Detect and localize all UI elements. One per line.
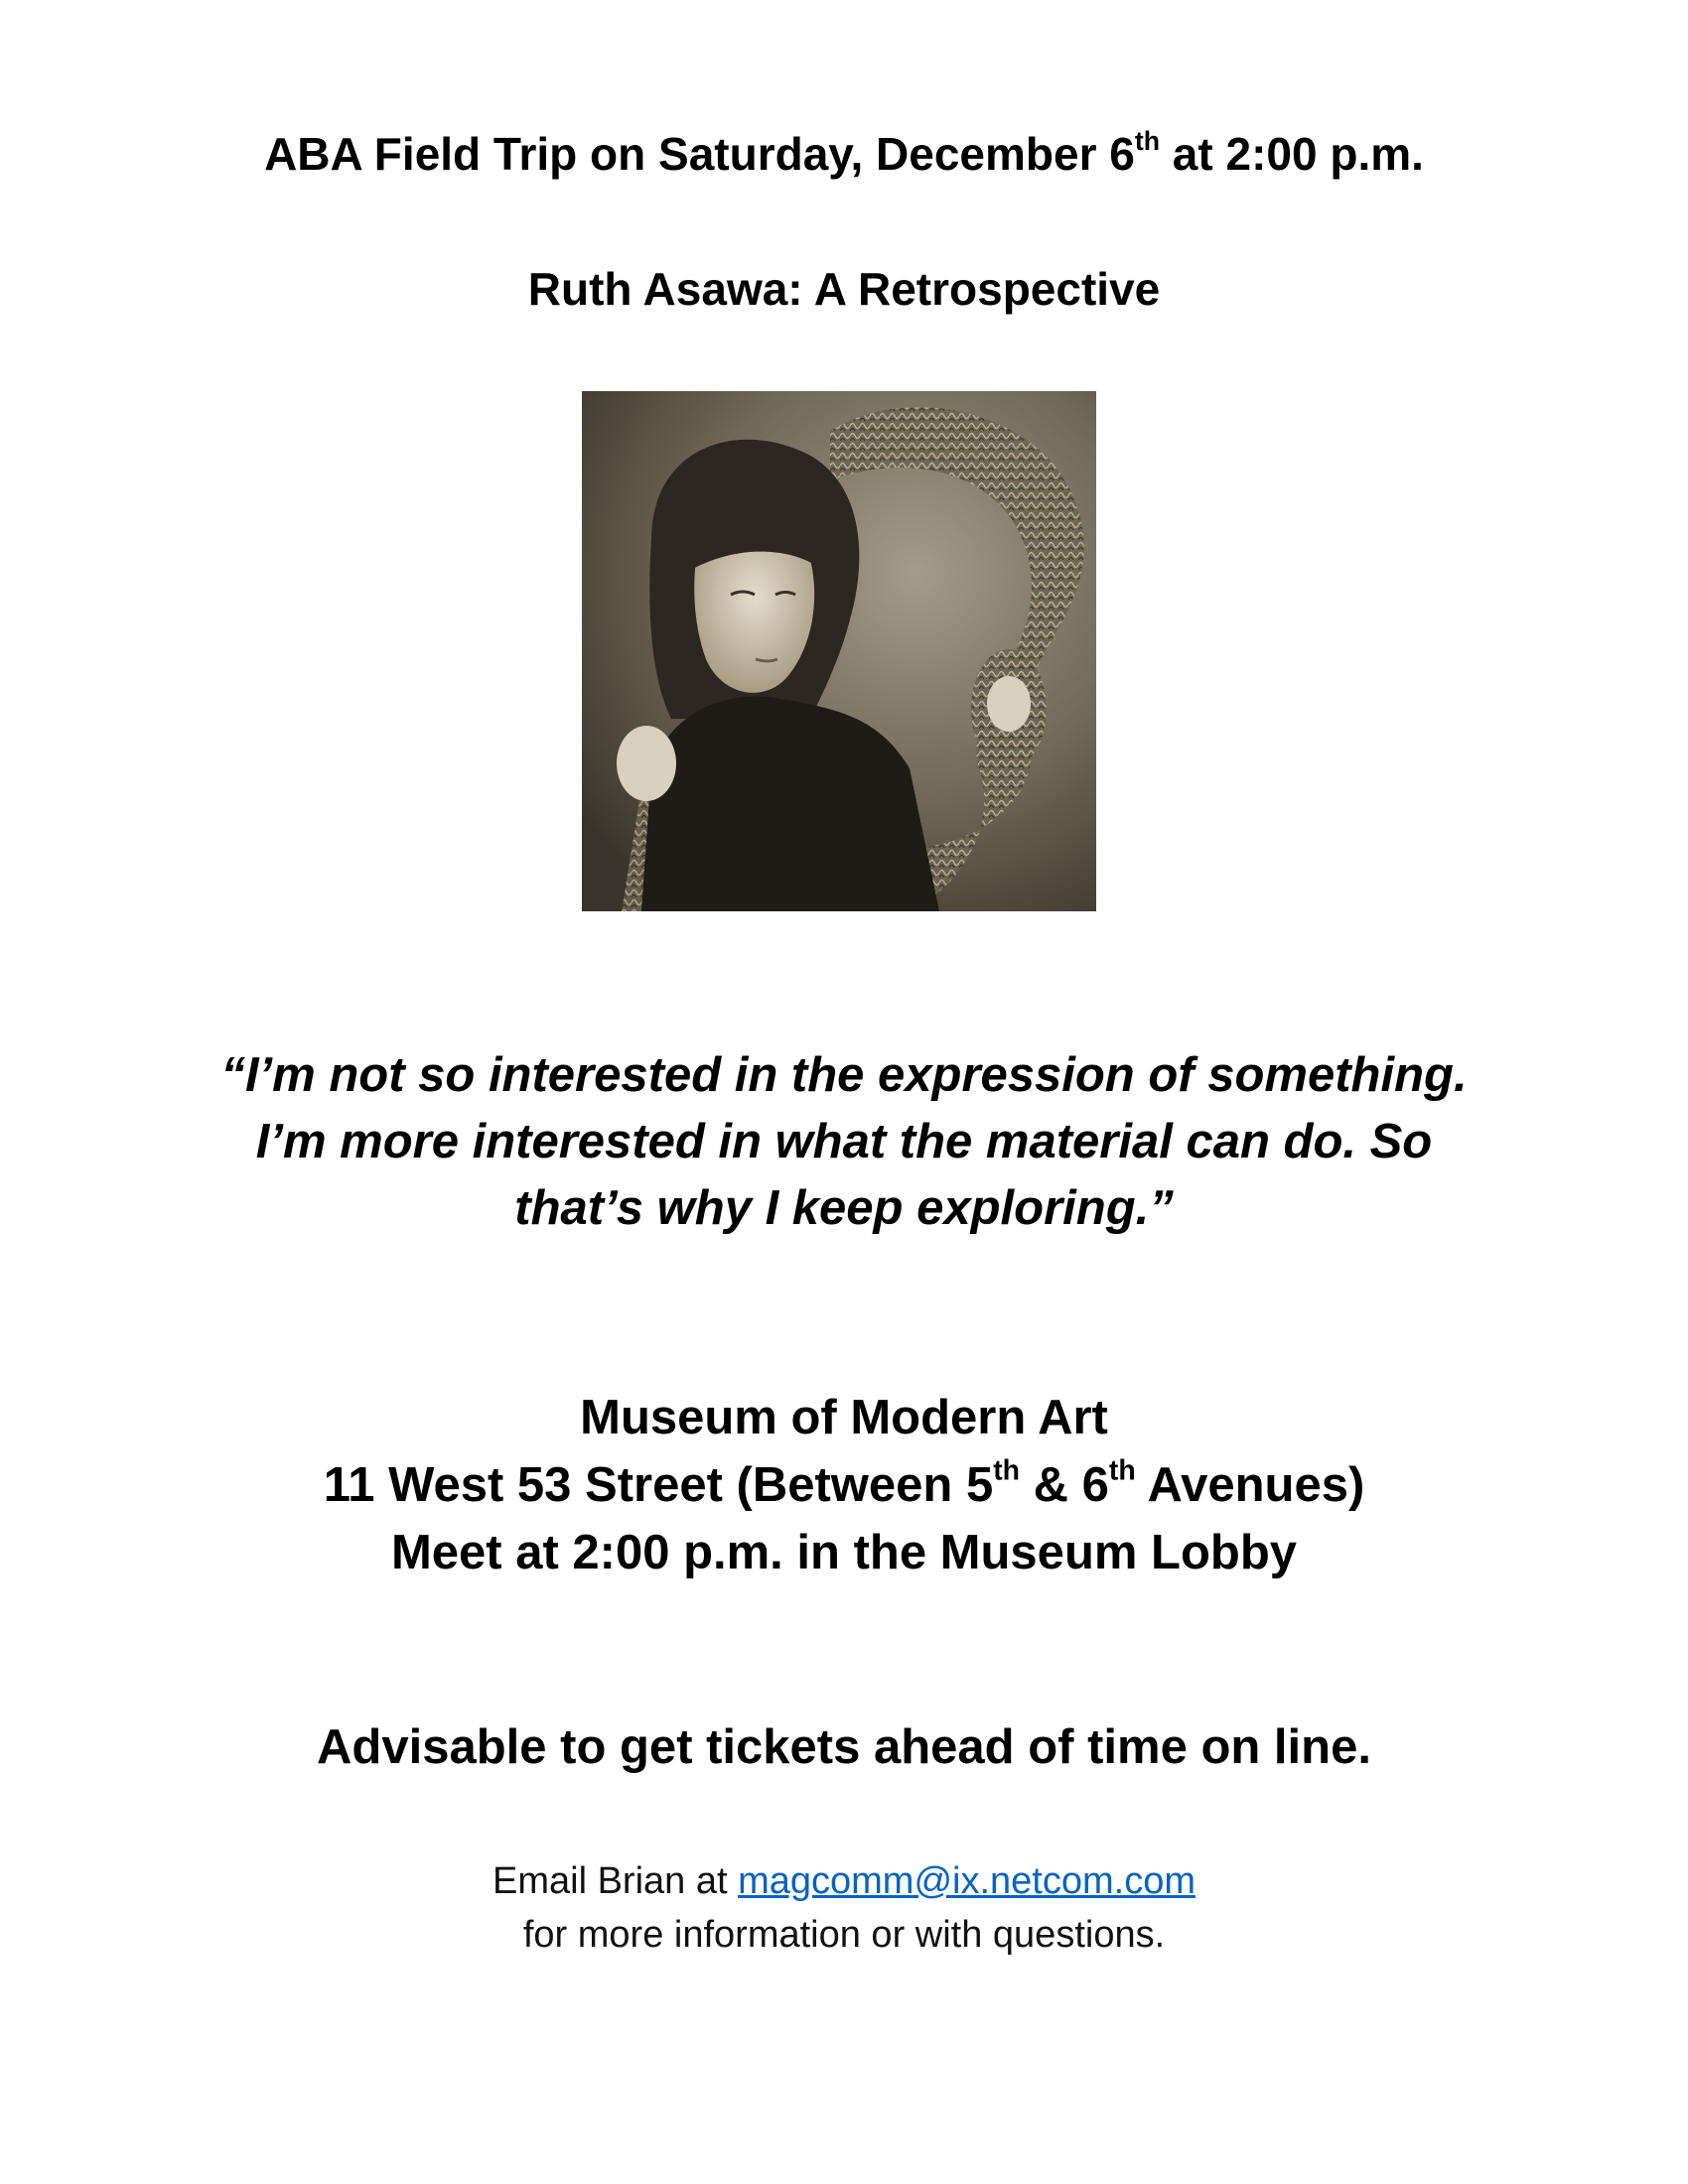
email-link[interactable]: magcomm@ix.netcom.com	[738, 1860, 1196, 1902]
artist-quote	[0, 1042, 1688, 1242]
address-text: Avenues)	[1135, 1458, 1365, 1512]
venue-address	[0, 1451, 1688, 1519]
quote-line: “I’m not so interested in the expression of something.	[220, 1048, 1468, 1102]
venue-name: Museum of Modern Art	[580, 1391, 1108, 1444]
title-superscript: th	[1134, 126, 1161, 156]
address-text: & 6	[1020, 1458, 1109, 1512]
meeting-info: Meet at 2:00 p.m. in the Museum Lobby	[390, 1526, 1298, 1579]
page-title	[0, 127, 1688, 181]
quote-line: that’s why I keep exploring.”	[514, 1181, 1174, 1235]
ticket-advice: Advisable to get tickets ahead of time on line.	[317, 1720, 1371, 1774]
artist-photo-image	[582, 391, 1096, 911]
exhibition-title: Ruth Asawa: A Retrospective	[527, 263, 1161, 315]
contact-note: for more information or with questions.	[522, 1914, 1166, 1956]
contact-prefix: Email Brian at	[492, 1860, 739, 1902]
contact-info	[0, 1854, 1688, 1962]
address-text: 11 West 53 Street (Between 5	[323, 1458, 994, 1512]
address-superscript: th	[1108, 1454, 1136, 1487]
title-time: at 2:00 p.m.	[1160, 128, 1424, 180]
title-text: ABA Field Trip on Saturday, December 6	[264, 128, 1135, 180]
contact-line	[0, 1854, 1688, 1908]
quote-line: I’m more interested in what the material can do. So	[255, 1115, 1433, 1168]
venue-details	[0, 1384, 1688, 1586]
address-superscript: th	[993, 1454, 1021, 1487]
